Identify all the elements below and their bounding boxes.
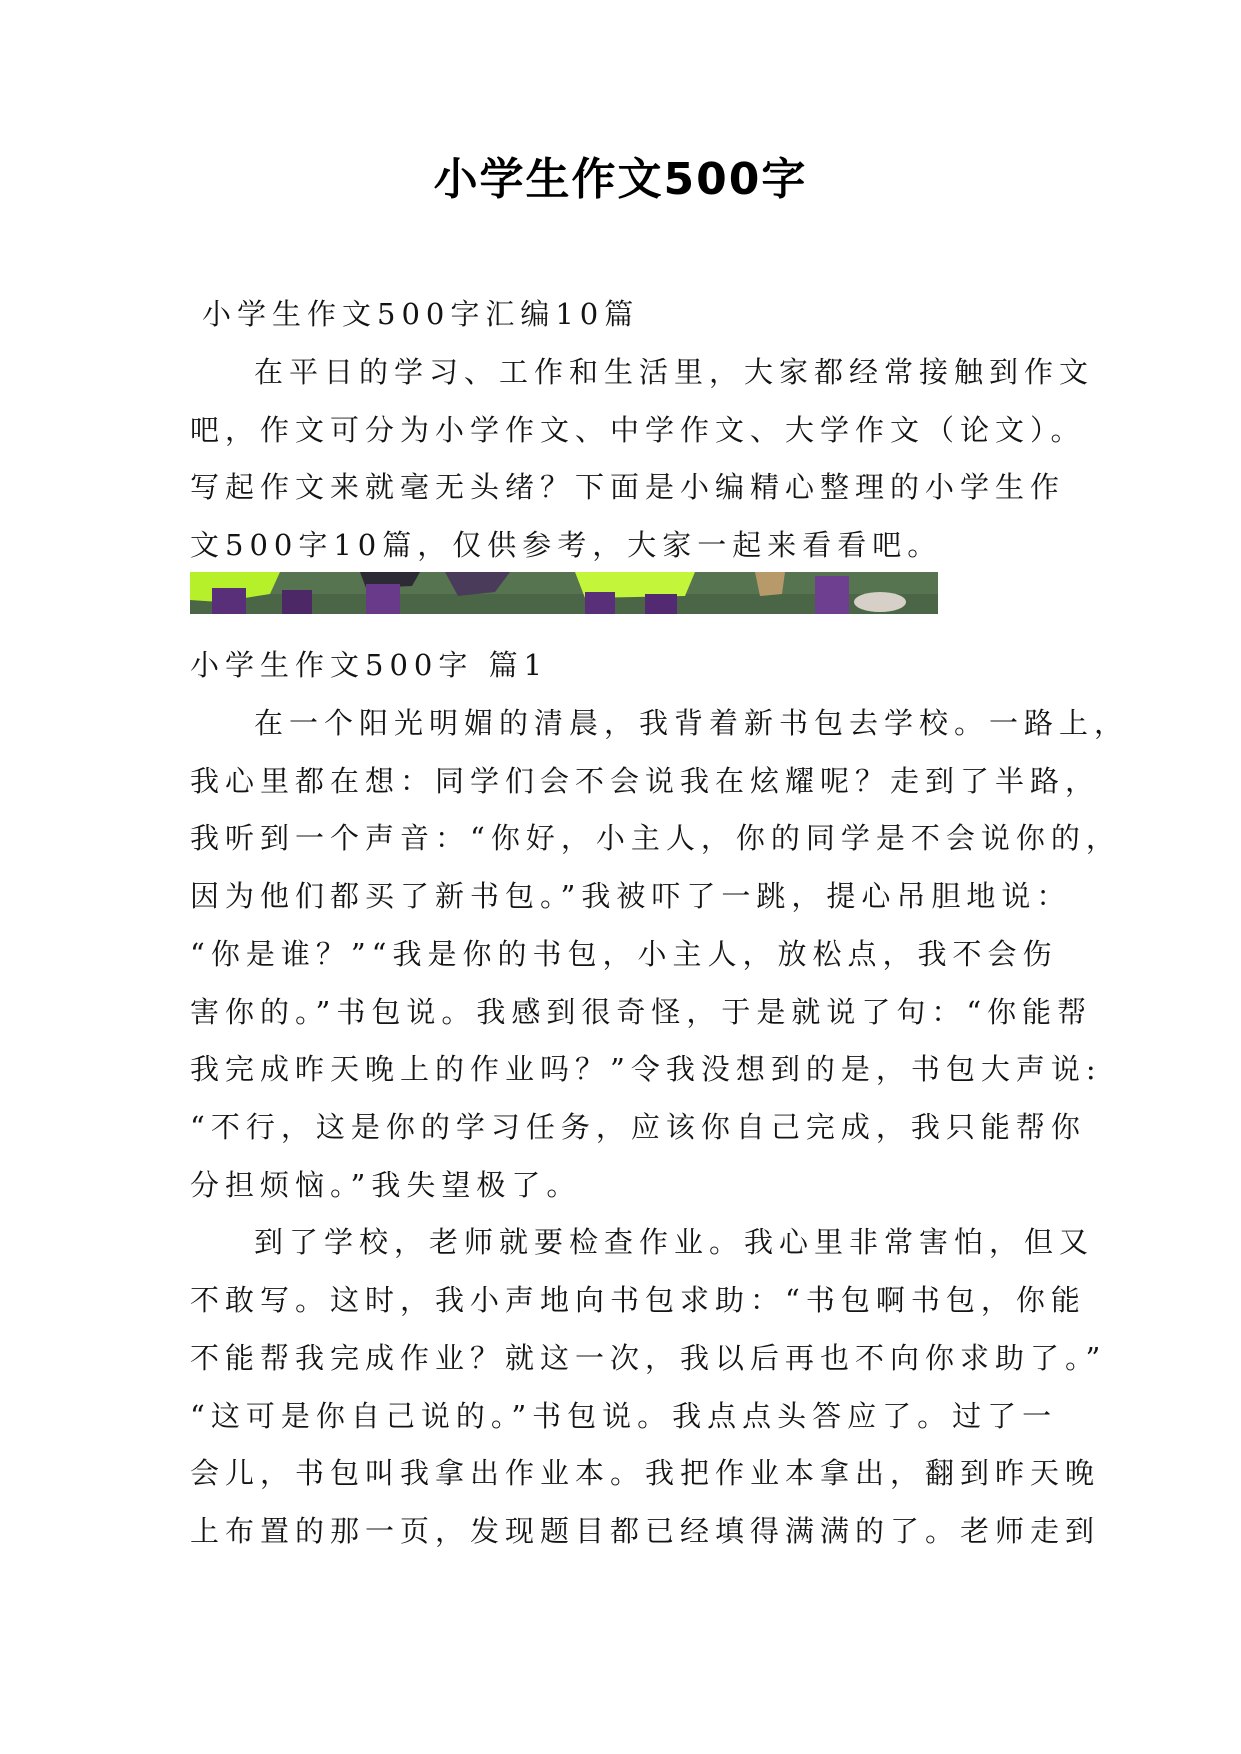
paragraph-line: 不敢写。这时，我小声地向书包求助：“书包啊书包，你能 (190, 1283, 1086, 1317)
paragraph-line: 上布置的那一页，发现题目都已经填得满满的了。老师走到 (190, 1514, 1101, 1548)
paragraph-line: “不行，这是你的学习任务，应该你自己完成，我只能帮你 (190, 1110, 1086, 1144)
intro-line: 吧，作文可分为小学作文、中学作文、大学作文（论文）。 (190, 413, 1086, 447)
paragraph-line: 不能帮我完成作业？就这一次，我以后再也不向你求助了。” (190, 1341, 1107, 1375)
document-title: 小学生作文500字 (433, 154, 808, 205)
paragraph-line: 我心里都在想：同学们会不会说我在炫耀呢？走到了半路， (190, 764, 1101, 798)
paragraph-line: 因为他们都买了新书包。”我被吓了一跳，提心吊胆地说： (190, 879, 1072, 913)
intro-line: 写起作文来就毫无头绪？下面是小编精心整理的小学生作 (190, 470, 1066, 504)
paragraph-line: 到了学校，老师就要检查作业。我心里非常害怕，但又 (254, 1225, 1095, 1259)
paragraph-line: 在一个阳光明媚的清晨，我背着新书包去学校。一路上， (254, 706, 1130, 740)
paragraph-line: 我完成昨天晚上的作业吗？”令我没想到的是，书包大声说: (190, 1052, 1102, 1086)
paragraph-line: “这可是你自己说的。”书包说。我点点头答应了。过了一 (190, 1399, 1058, 1433)
intro-line: 文500字10篇，仅供参考，大家一起来看看吧。 (190, 528, 943, 562)
paragraph-line: “你是谁？”“我是你的书包，小主人，放松点，我不会伤 (190, 937, 1058, 971)
intro-line: 在平日的学习、工作和生活里，大家都经常接触到作文 (254, 355, 1095, 389)
section-heading: 小学生作文500字 篇1 (190, 648, 549, 682)
paragraph-line: 害你的。”书包说。我感到很奇怪，于是就说了句：“你能帮 (190, 995, 1093, 1029)
document-subtitle: 小学生作文500字汇编10篇 (202, 297, 640, 331)
paragraph-line: 会儿，书包叫我拿出作业本。我把作业本拿出，翻到昨天晚 (190, 1456, 1101, 1490)
paragraph-line: 我听到一个声音：“你好，小主人，你的同学是不会说你的， (190, 821, 1121, 855)
photo-strip-image (190, 572, 938, 614)
paragraph-line: 分担烦恼。”我失望极了。 (190, 1168, 582, 1202)
